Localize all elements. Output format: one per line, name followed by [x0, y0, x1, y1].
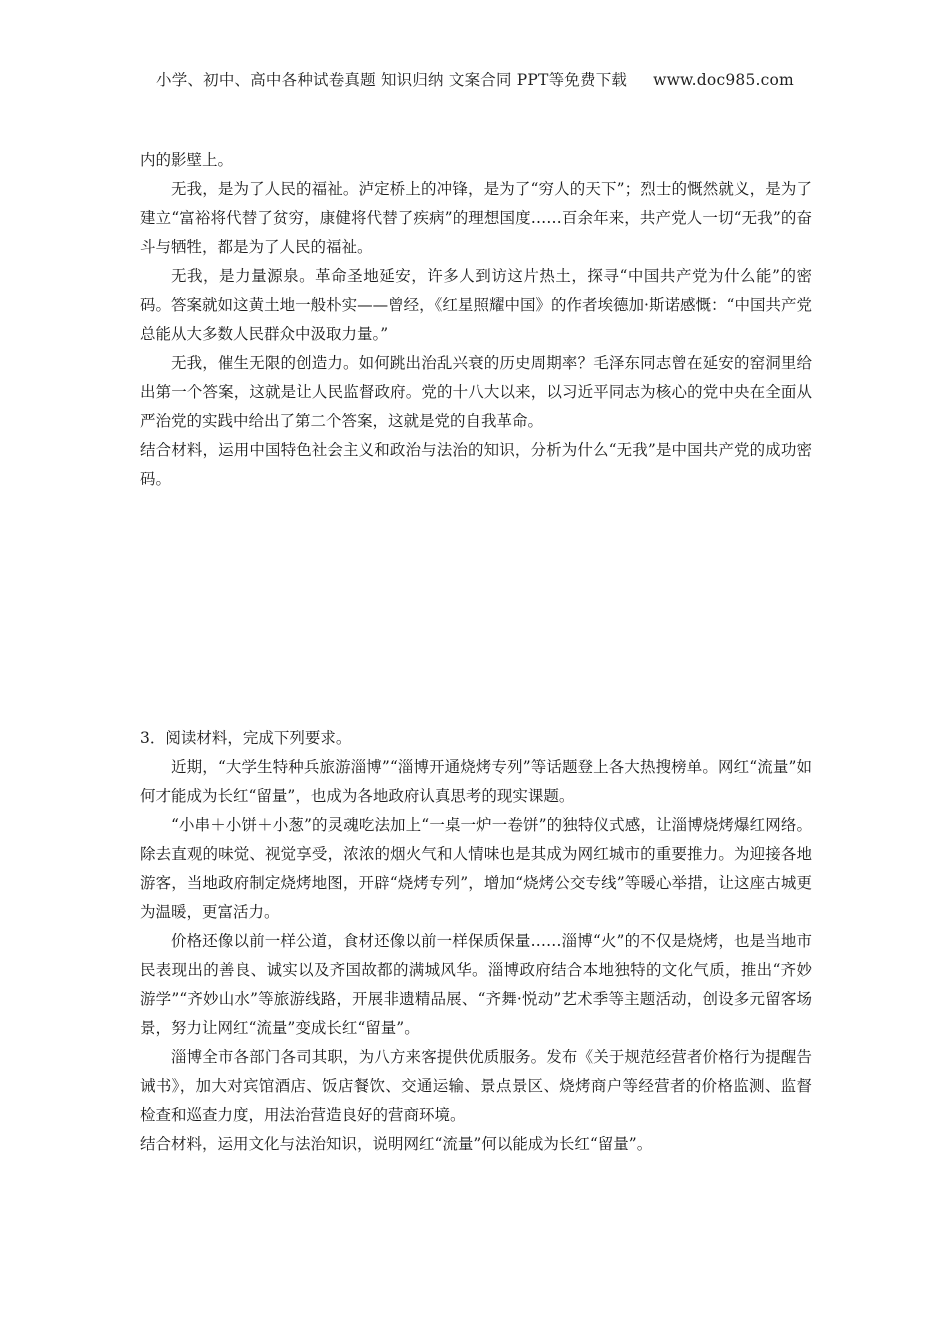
material-paragraph: 无我，催生无限的创造力。如何跳出治乱兴衰的历史周期率？毛泽东同志曾在延安的窑洞里给出第一个答案，这就是让人民监督政府。党的十八大以来，以习近平同志为核心的党中央在全面从严治党的实践中给出了第二个答案，这就是党的自我革命。 — [140, 354, 812, 430]
material-paragraph: 无我，是为了人民的福祉。泸定桥上的冲锋，是为了“穷人的天下”；烈士的慨然就义，是为了建立“富裕将代替了贫穷，康健将代替了疾病”的理想国度……百余年来，共产党人一切“无我”的奋斗与牺牲，都是为了人民的福祉。 — [140, 180, 812, 256]
material-paragraph: 淄博全市各部门各司其职，为八方来客提供优质服务。发布《关于规范经营者价格行为提醒告诫书》，加大对宾馆酒店、饭店餐饮、交通运输、景点景区、烧烤商户等经营者的价格监测、监督检查和巡查力度，用法治营造良好的营商环境。 — [140, 1048, 812, 1124]
material-section-1 — [140, 146, 812, 494]
header-url[interactable]: www.doc985.com — [653, 71, 794, 89]
material-paragraph: 近期，“大学生特种兵旅游淄博”“淄博开通烧烤专列”等话题登上各大热搜榜单。网红“流量”如何才能成为长红“留量”，也成为各地政府认真思考的现实课题。 — [140, 758, 812, 805]
question-3-section — [140, 724, 812, 1159]
question-title: 3．阅读材料，完成下列要求。 — [140, 729, 352, 747]
material-paragraph: 无我，是力量源泉。革命圣地延安，许多人到访这片热土，探寻“中国共产党为什么能”的密码。答案就如这黄土地一般朴实——曾经，《红星照耀中国》的作者埃德加·斯诺感慨：“中国共产党总能从大多数人民群众中汲取力量。” — [140, 267, 812, 343]
question-prompt: 结合材料，运用中国特色社会主义和政治与法治的知识，分析为什么“无我”是中国共产党的成功密码。 — [140, 441, 812, 488]
header-text: 小学、初中、高中各种试卷真题 知识归纳 文案合同 PPT等免费下载 — [156, 71, 628, 89]
material-paragraph: 价格还像以前一样公道，食材还像以前一样保质保量……淄博“火”的不仅是烧烤，也是当地市民表现出的善良、诚实以及齐国故都的满城风华。淄博政府结合本地独特的文化气质，推出“齐妙游学”“齐妙山水”等旅游线路，开展非遗精品展、“齐舞·悦动”艺术季等主题活动，创设多元留客场景，努力让网红“流量”变成长红“留量”。 — [140, 932, 812, 1037]
question-prompt: 结合材料，运用文化与法治知识，说明网红“流量”何以能成为长红“留量”。 — [140, 1135, 653, 1153]
material-paragraph: 内的影壁上。 — [140, 151, 234, 169]
page-header — [0, 68, 950, 90]
material-paragraph: “小串＋小饼＋小葱”的灵魂吃法加上“一桌一炉一卷饼”的独特仪式感，让淄博烧烤爆红网络。除去直观的味觉、视觉享受，浓浓的烟火气和人情味也是其成为网红城市的重要推力。为迎接各地游客，当地政府制定烧烤地图，开辟“烧烤专列”，增加“烧烤公交专线”等暖心举措，让这座古城更为温暖，更富活力。 — [140, 816, 812, 921]
